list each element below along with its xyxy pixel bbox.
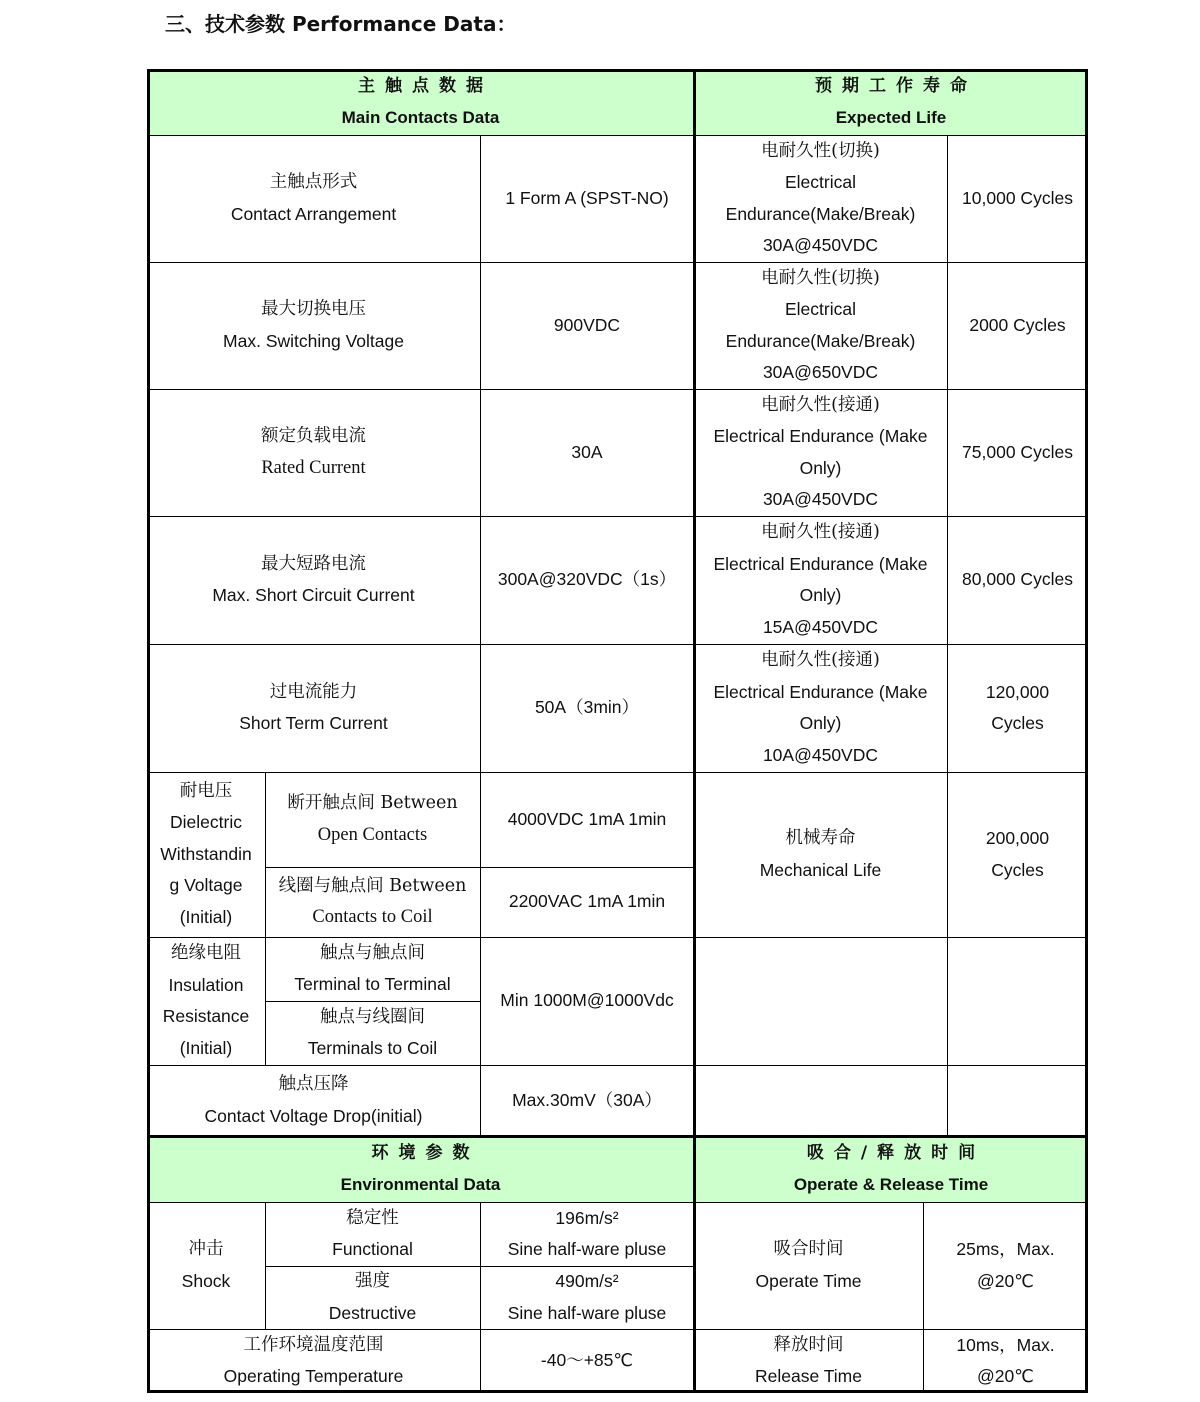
- insulation-label-line: (Initial): [179, 1037, 233, 1058]
- max-short-circuit-label: [147, 516, 480, 644]
- life-line: 电耐久性(切换): [761, 140, 880, 161]
- gridline: [947, 135, 948, 1136]
- expected-life-header-cn: 预期工作寿命: [815, 75, 977, 96]
- insulation-label: [147, 937, 265, 1065]
- life-line: Electrical Endurance (Make: [713, 426, 928, 446]
- life-line: 电耐久性(接通): [761, 522, 880, 542]
- release-time-label: [694, 1329, 923, 1393]
- row-label-en: Max. Short Circuit Current: [212, 585, 415, 605]
- gridline: [147, 1202, 1088, 1203]
- mechanical-life-value-line: Cycles: [991, 859, 1044, 880]
- row-value: 1 Form A (SPST-NO): [505, 187, 669, 208]
- row-label-cn: 额定负载电流: [261, 426, 366, 446]
- functional-value-line: Sine half-ware pluse: [507, 1239, 667, 1259]
- operate-release-header-en: Operate & Release Time: [793, 1175, 989, 1194]
- insulation-label-line: Resistance: [162, 1006, 250, 1026]
- life-line: 30A@450VDC: [762, 235, 879, 255]
- life-row-value: [947, 262, 1088, 389]
- operating-temperature-value: [480, 1329, 694, 1393]
- life-line: 10A@450VDC: [762, 744, 879, 765]
- row-label-cn: 最大短路电流: [261, 553, 366, 574]
- operate-release-header-cn: 吸合/释放时间: [806, 1142, 986, 1163]
- insulation-label-line: Insulation: [168, 974, 244, 995]
- destructive-value-line: 490m/s²: [555, 1271, 619, 1291]
- operate-release-header: [694, 1136, 1088, 1202]
- gridline: [147, 1329, 1088, 1330]
- voltage-drop-label: [147, 1065, 480, 1136]
- mechanical-life-value: [947, 772, 1088, 937]
- insulation-value: [480, 937, 694, 1065]
- short-term-current-value: [480, 644, 694, 772]
- life-row-label: [694, 262, 947, 389]
- life-value: 75,000 Cycles: [962, 441, 1073, 462]
- life-line: 电耐久性(接通): [761, 650, 880, 670]
- short-term-current-label: [147, 644, 480, 772]
- life-value: Cycles: [991, 713, 1044, 733]
- life-line: Electrical Endurance (Make: [713, 553, 928, 574]
- life-line: Electrical Endurance (Make: [713, 681, 928, 702]
- voltage-drop-en: Contact Voltage Drop(initial): [204, 1105, 423, 1126]
- life-row-value: [947, 644, 1088, 772]
- gridline: [480, 1202, 481, 1393]
- table-border-left: [147, 69, 150, 1393]
- life-value: 80,000 Cycles: [962, 569, 1073, 590]
- table-border-top: [147, 69, 1088, 72]
- gridline: [480, 135, 481, 1136]
- row-label-cn: 过电流能力: [269, 681, 358, 702]
- voltage-drop-cn: 触点压降: [278, 1074, 349, 1094]
- functional-cn: 稳定性: [346, 1207, 399, 1228]
- row-label-en: Contact Arrangement: [230, 203, 397, 224]
- life-row-label: [694, 644, 947, 772]
- operate-time-label: [694, 1202, 923, 1329]
- operate-time-cn: 吸合时间: [773, 1239, 844, 1259]
- operate-time-en: Operate Time: [755, 1270, 862, 1291]
- main-contacts-header: [147, 69, 694, 135]
- table-border-right: [1085, 69, 1088, 1393]
- life-line: Only): [799, 457, 842, 478]
- t2t-cn: 触点与触点间: [319, 942, 425, 963]
- life-line: 30A@650VDC: [762, 362, 879, 382]
- shock-en: Shock: [181, 1270, 231, 1291]
- coil-en: Contacts to Coil: [312, 907, 433, 927]
- life-line: 电耐久性(切换): [761, 267, 880, 288]
- life-line: 15A@450VDC: [762, 616, 879, 637]
- t2c-en: Terminals to Coil: [307, 1038, 438, 1058]
- life-row-value: [947, 389, 1088, 516]
- mechanical-life-value-line: 200,000: [985, 828, 1050, 848]
- contact-arrangement-label: [147, 135, 480, 262]
- main-contacts-header-cn: 主触点数据: [358, 75, 493, 96]
- release-time-value-line: @20℃: [977, 1366, 1034, 1386]
- gridline: [265, 1202, 266, 1329]
- life-line: Only): [799, 585, 842, 605]
- row-label-en: Rated Current: [261, 457, 366, 478]
- life-value: 10,000 Cycles: [962, 187, 1073, 208]
- release-time-value: [923, 1329, 1088, 1393]
- life-line: Endurance(Make/Break): [725, 203, 916, 224]
- dielectric-coil-value: [480, 867, 694, 937]
- functional-value: [480, 1202, 694, 1266]
- environmental-header-cn: 环境参数: [371, 1142, 480, 1163]
- expected-life-header-en: Expected Life: [835, 108, 947, 127]
- operate-time-value: [923, 1202, 1088, 1329]
- release-time-en: Release Time: [755, 1366, 862, 1386]
- operating-temperature-label: [147, 1329, 480, 1393]
- life-line: Only): [799, 713, 842, 733]
- insulation-label-cn: 绝缘电阻: [170, 943, 241, 963]
- destructive-value-line: Sine half-ware pluse: [507, 1302, 667, 1323]
- row-value: 50A（3min）: [534, 697, 640, 718]
- life-row-label: [694, 135, 947, 262]
- row-label-en: Max. Switching Voltage: [223, 330, 404, 351]
- voltage-drop-value: [480, 1065, 694, 1136]
- max-short-circuit-value: [480, 516, 694, 644]
- operating-temperature-value-text: -40～+85℃: [540, 1350, 634, 1371]
- environmental-header: [147, 1136, 694, 1202]
- section-heading: 三、技术参数 Performance Data：: [165, 12, 517, 36]
- dielectric-open-contacts-value: [480, 772, 694, 867]
- main-contacts-header-en: Main Contacts Data: [341, 108, 500, 127]
- life-line: Electrical: [784, 172, 856, 192]
- t2t-en: Terminal to Terminal: [294, 974, 451, 994]
- shock-label: [147, 1202, 265, 1329]
- open-contacts-value: 4000VDC 1mA 1min: [507, 808, 667, 829]
- life-value: 2000 Cycles: [969, 314, 1066, 335]
- row-label-cn: 最大切换电压: [261, 299, 366, 319]
- dielectric-label-line: Withstandin: [160, 843, 252, 864]
- dielectric-label-line: g Voltage: [169, 875, 243, 896]
- life-line: Electrical: [784, 299, 856, 319]
- destructive-en: Destructive: [328, 1302, 417, 1323]
- environmental-header-en: Environmental Data: [340, 1175, 501, 1194]
- row-value: 900VDC: [553, 314, 621, 335]
- dielectric-label-line: Dielectric: [170, 812, 242, 833]
- shock-cn: 冲击: [188, 1239, 224, 1259]
- life-row-label: [694, 516, 947, 644]
- functional-value-line: 196m/s²: [555, 1207, 619, 1228]
- coil-cn: 线圈与触点间 Between: [278, 875, 467, 896]
- table-border-bottom: [147, 1390, 1088, 1393]
- gridline: [923, 1202, 924, 1393]
- open-contacts-cn: 断开触点间 Between: [287, 793, 458, 813]
- insulation-value-text: Min 1000M@1000Vdc: [500, 990, 674, 1011]
- row-label-en: Short Term Current: [239, 713, 388, 733]
- max-switching-voltage-label: [147, 262, 480, 389]
- coil-value: 2200VAC 1mA 1min: [508, 891, 666, 912]
- life-row-label: [694, 389, 947, 516]
- mechanical-life-cn: 机械寿命: [785, 828, 856, 848]
- functional-label: [265, 1202, 480, 1266]
- life-line: 电耐久性(接通): [761, 394, 880, 415]
- expected-life-header: [694, 69, 1088, 135]
- max-switching-voltage-value: [480, 262, 694, 389]
- gridline: [265, 772, 266, 1065]
- dielectric-label-cn: 耐电压: [179, 780, 233, 801]
- operating-temperature-cn: 工作环境温度范围: [243, 1334, 384, 1355]
- dielectric-open-contacts-label: [265, 772, 480, 867]
- life-line: Endurance(Make/Break): [725, 330, 916, 351]
- life-row-value: [947, 516, 1088, 644]
- release-time-value-line: 10ms，Max.: [956, 1334, 1055, 1355]
- row-label-cn: 主触点形式: [269, 172, 358, 192]
- dielectric-label-line: (Initial): [179, 906, 233, 927]
- life-value: 120,000: [985, 681, 1050, 702]
- contact-arrangement-value: [480, 135, 694, 262]
- destructive-value: [480, 1266, 694, 1329]
- operating-temperature-en: Operating Temperature: [223, 1366, 404, 1386]
- destructive-cn: 强度: [355, 1271, 390, 1291]
- row-value: 300A@320VDC（1s）: [497, 569, 677, 590]
- performance-data-table: [147, 69, 1088, 1393]
- mechanical-life-label: [694, 772, 947, 937]
- rated-current-label: [147, 389, 480, 516]
- release-time-cn: 释放时间: [773, 1334, 844, 1355]
- operate-time-value-line: 25ms，Max.: [956, 1239, 1055, 1259]
- operate-time-value-line: @20℃: [977, 1270, 1034, 1291]
- dielectric-coil-label: [265, 867, 480, 937]
- destructive-label: [265, 1266, 480, 1329]
- insulation-t2t-label: [265, 937, 480, 1001]
- insulation-t2c-label: [265, 1001, 480, 1065]
- gridline: [265, 1001, 480, 1002]
- table-center-divider: [693, 69, 696, 1393]
- t2c-cn: 触点与线圈间: [319, 1006, 425, 1027]
- functional-en: Functional: [332, 1239, 413, 1259]
- open-contacts-en: Open Contacts: [317, 824, 428, 845]
- dielectric-label: [147, 772, 265, 937]
- rated-current-value: [480, 389, 694, 516]
- life-row-value: [947, 135, 1088, 262]
- mechanical-life-en: Mechanical Life: [759, 859, 882, 880]
- voltage-drop-value-text: Max.30mV（30A）: [512, 1089, 662, 1110]
- life-line: 30A@450VDC: [762, 489, 879, 509]
- row-value: 30A: [571, 441, 603, 462]
